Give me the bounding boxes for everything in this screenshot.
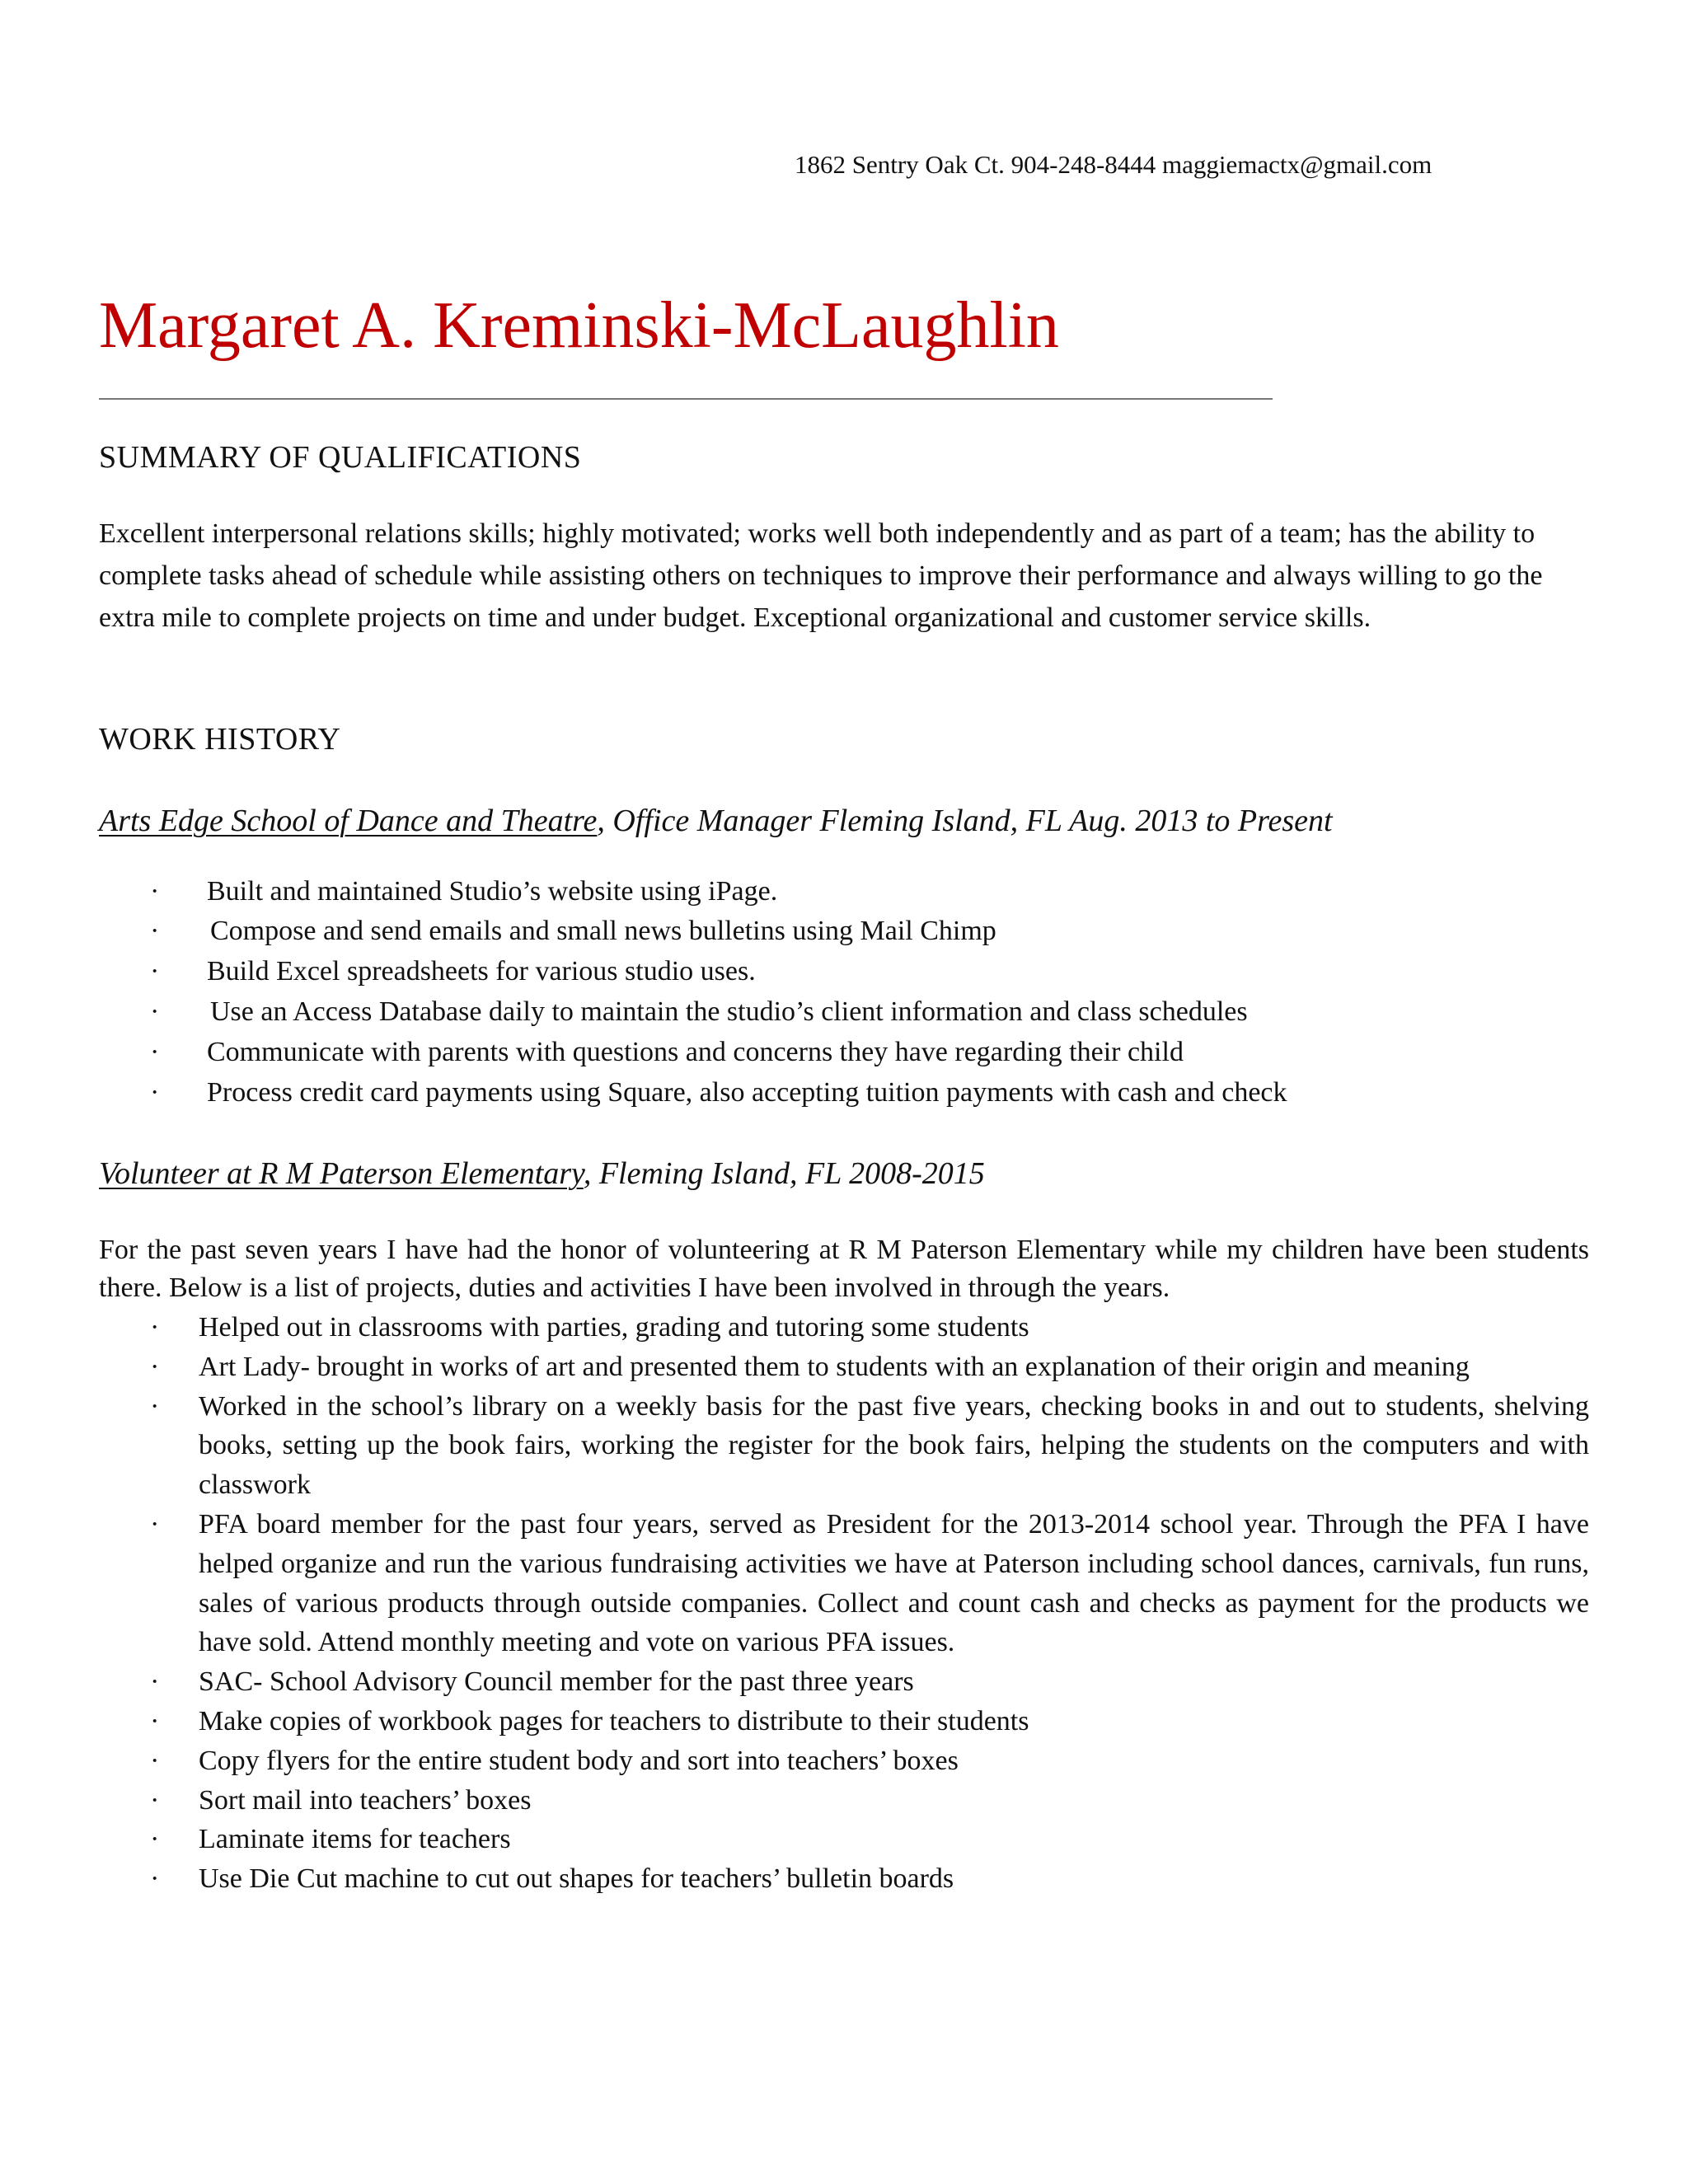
list-item bbox=[0, 1505, 1589, 1662]
list-item-text: Laminate items for teachers bbox=[199, 1824, 511, 1855]
list-item-text: Make copies of workbook pages for teachers to distribute to their students bbox=[199, 1705, 1029, 1736]
bullet-marker: · bbox=[150, 1037, 160, 1067]
employer-name: Arts Edge School of Dance and Theatre bbox=[99, 804, 598, 838]
work-history-heading: WORK HISTORY bbox=[99, 722, 341, 757]
list-item: Use an Access Database daily to maintain the studio’s client information and class schedules bbox=[210, 996, 1248, 1027]
list-item bbox=[0, 1702, 1589, 1741]
list-item: Build Excel spreadsheets for various studio uses. bbox=[207, 956, 756, 987]
bullet-marker: · bbox=[150, 1824, 160, 1855]
list-item: Communicate with parents with questions and concerns they have regarding their child bbox=[207, 1037, 1184, 1067]
bullet-marker: · bbox=[150, 1508, 160, 1540]
list-item bbox=[0, 1347, 1589, 1387]
list-item-text: Worked in the school’s library on a weekly basis for the past five years, checking books in and out to students, shelving books, setting up the book fairs, working the register for the book fairs, helping the students on the computers and with classwork bbox=[199, 1390, 1589, 1501]
bullet-marker: · bbox=[150, 916, 160, 946]
list-item bbox=[0, 1741, 1589, 1781]
bullet-marker: · bbox=[150, 1705, 160, 1736]
summary-heading: SUMMARY OF QUALIFICATIONS bbox=[99, 440, 582, 475]
list-item bbox=[0, 1308, 1589, 1347]
job-details: , Fleming Island, FL 2008-2015 bbox=[583, 1156, 985, 1191]
list-item-text: Helped out in classrooms with parties, grading and tutoring some students bbox=[199, 1312, 1029, 1343]
bullet-marker: · bbox=[150, 1745, 160, 1776]
bullet-marker: · bbox=[150, 1351, 160, 1382]
job-details: , Office Manager Fleming Island, FL Aug. 2013 to Present bbox=[597, 804, 1333, 838]
bullet-marker: · bbox=[150, 996, 160, 1027]
list-item-text: Sort mail into teachers’ boxes bbox=[199, 1784, 532, 1816]
list-item: Compose and send emails and small news bulletins using Mail Chimp bbox=[210, 916, 996, 946]
name-divider bbox=[99, 398, 1273, 400]
contact-info: 1862 Sentry Oak Ct. 904-248-8444 maggiemactx@gmail.com bbox=[795, 150, 1432, 179]
job-title-volunteer bbox=[99, 1154, 985, 1193]
list-item-text: SAC- School Advisory Council member for the past three years bbox=[199, 1666, 914, 1698]
bullet-marker: · bbox=[150, 1077, 160, 1108]
bullet-marker: · bbox=[150, 1784, 160, 1816]
bullet-marker: · bbox=[150, 1312, 160, 1343]
bullet-marker: · bbox=[150, 876, 160, 907]
list-item bbox=[0, 1859, 1589, 1899]
job-title-arts-edge bbox=[99, 801, 1333, 841]
list-item: Built and maintained Studio’s website using iPage. bbox=[207, 876, 778, 907]
list-item-text: Copy flyers for the entire student body and sort into teachers’ boxes bbox=[199, 1745, 959, 1776]
candidate-name: Margaret A. Kreminski-McLaughlin bbox=[99, 289, 1059, 362]
bullet-marker: · bbox=[150, 1863, 160, 1895]
list-item: Process credit card payments using Square, also accepting tuition payments with cash and check bbox=[207, 1077, 1287, 1108]
list-item-text: Art Lady- brought in works of art and presented them to students with an explanation of their origin and meaning bbox=[199, 1351, 1470, 1382]
list-item bbox=[0, 1781, 1589, 1821]
bullet-marker: · bbox=[150, 956, 160, 987]
bullet-marker: · bbox=[150, 1666, 160, 1698]
list-item bbox=[0, 1662, 1589, 1702]
bullet-marker: · bbox=[150, 1390, 160, 1422]
list-item-text: PFA board member for the past four years, served as President for the 2013-2014 school year. Through the PFA I have helped organize and run the various fundraising activities we have at Paterson including school dances, carnivals, fun runs, sales of various products through outside companies. Collect and count cash and checks as payment for the products we have sold. Attend monthly meeting and vote on various PFA issues. bbox=[199, 1508, 1589, 1658]
list-item-text: Use Die Cut machine to cut out shapes for teachers’ bulletin boards bbox=[199, 1863, 954, 1895]
list-item bbox=[0, 1820, 1589, 1859]
volunteer-intro: For the past seven years I have had the honor of volunteering at R M Paterson Elementary while my children have been students there. Below is a list of projects, duties and activities I have been involved in through the years. bbox=[99, 1235, 1589, 1303]
employer-name: Volunteer at R M Paterson Elementary bbox=[99, 1156, 584, 1191]
summary-text: Excellent interpersonal relations skills; highly motivated; works well both independently and as part of a team; has the ability to complete tasks ahead of schedule while assisting others on techniques to improve their performance and always willing to go the extra mile to complete projects on time and under budget. Exceptional organizational and customer service skills. bbox=[99, 518, 1543, 633]
list-item bbox=[0, 1387, 1589, 1505]
volunteer-duties-list bbox=[0, 1308, 1688, 1899]
